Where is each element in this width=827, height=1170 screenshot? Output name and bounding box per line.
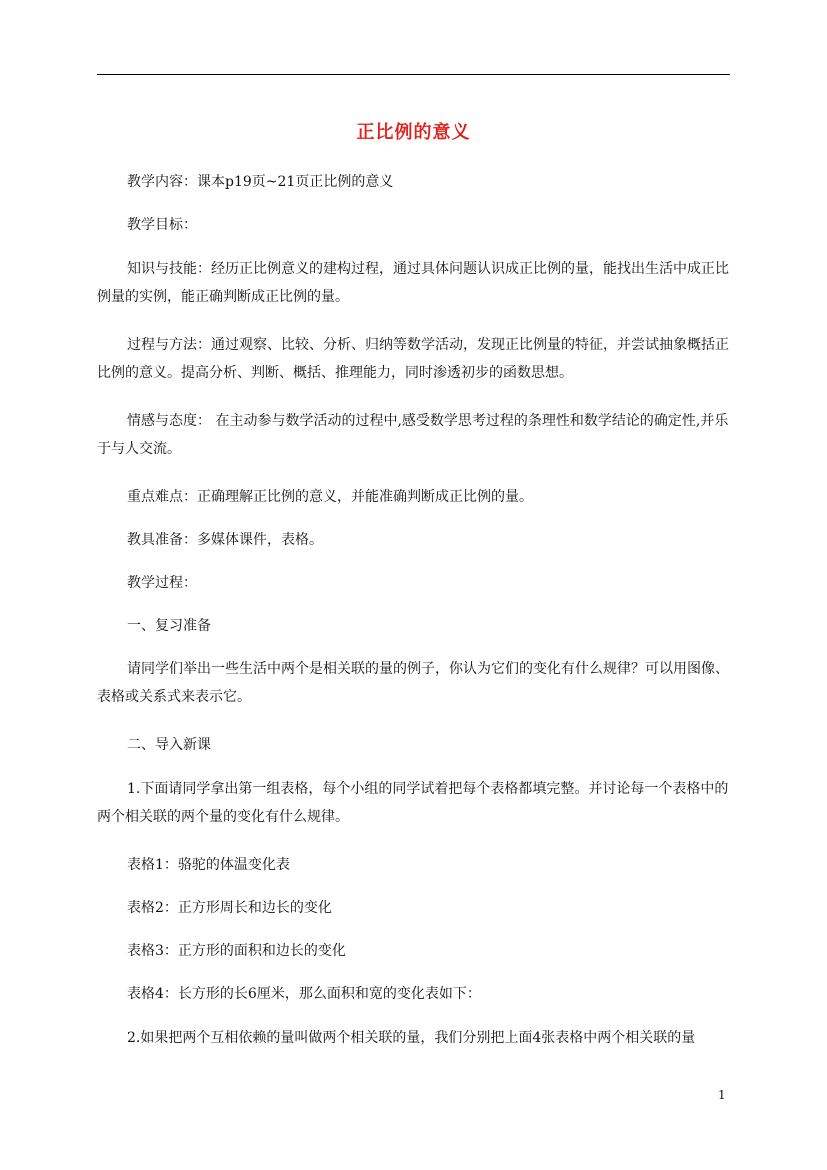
process-method-paragraph: 过程与方法：通过观察、比较、分析、归纳等数学活动，发现正比例量的特征，并尝试抽象概括正比例的意义。提高分析、判断、概括、推理能力，同时渗透初步的函数思想。 — [97, 337, 729, 381]
table-two-line: 表格2：正方形周长和边长的变化 — [127, 900, 332, 916]
section-new-lesson-heading: 二、导入新课 — [127, 737, 211, 753]
key-difficulty-line: 重点难点：正确理解正比例的意义，并能准确判断成正比例的量。 — [127, 489, 533, 505]
table-four-line: 表格4：长方形的长6厘米，那么面积和宽的变化表如下： — [127, 986, 481, 1002]
knowledge-skills-paragraph: 知识与技能：经历正比例意义的建构过程，通过具体问题认识成正比例的量，能找出生活中成正比例量的实例，能正确判断成正比例的量。 — [97, 261, 729, 305]
objectives-heading: 教学目标： — [127, 217, 197, 233]
page-title: 正比例的意义 — [356, 122, 471, 143]
teaching-content: 教学内容：课本p19页~21页正比例的意义 — [127, 174, 394, 190]
table-one-line: 表格1：骆驼的体温变化表 — [127, 857, 290, 873]
review-paragraph: 请同学们举出一些生活中两个是相关联的量的例子，你认为它们的变化有什么规律？可以用图像、表格或关系式来表示它。 — [97, 661, 729, 705]
step-one-paragraph: 1.下面请同学拿出第一组表格，每个小组的同学试着把每个表格都填完整。并讨论每一个表格中的两个相关联的两个量的变化有什么规律。 — [97, 781, 729, 825]
process-heading: 教学过程： — [127, 575, 197, 591]
tools-line: 教具准备：多媒体课件，表格。 — [127, 532, 323, 548]
table-three-line: 表格3：正方形的面积和边长的变化 — [127, 943, 346, 959]
header-rule — [97, 74, 730, 75]
page-number: 1 — [718, 1088, 726, 1102]
step-two-paragraph: 2.如果把两个互相依赖的量叫做两个相关联的量，我们分别把上面4张表格中两个相关联的量 — [127, 1030, 696, 1046]
section-review-heading: 一、复习准备 — [127, 618, 211, 634]
emotion-attitude-paragraph: 情感与态度： 在主动参与数学活动的过程中,感受数学思考过程的条理性和数学结论的确定性,并乐于与人交流。 — [97, 413, 729, 457]
